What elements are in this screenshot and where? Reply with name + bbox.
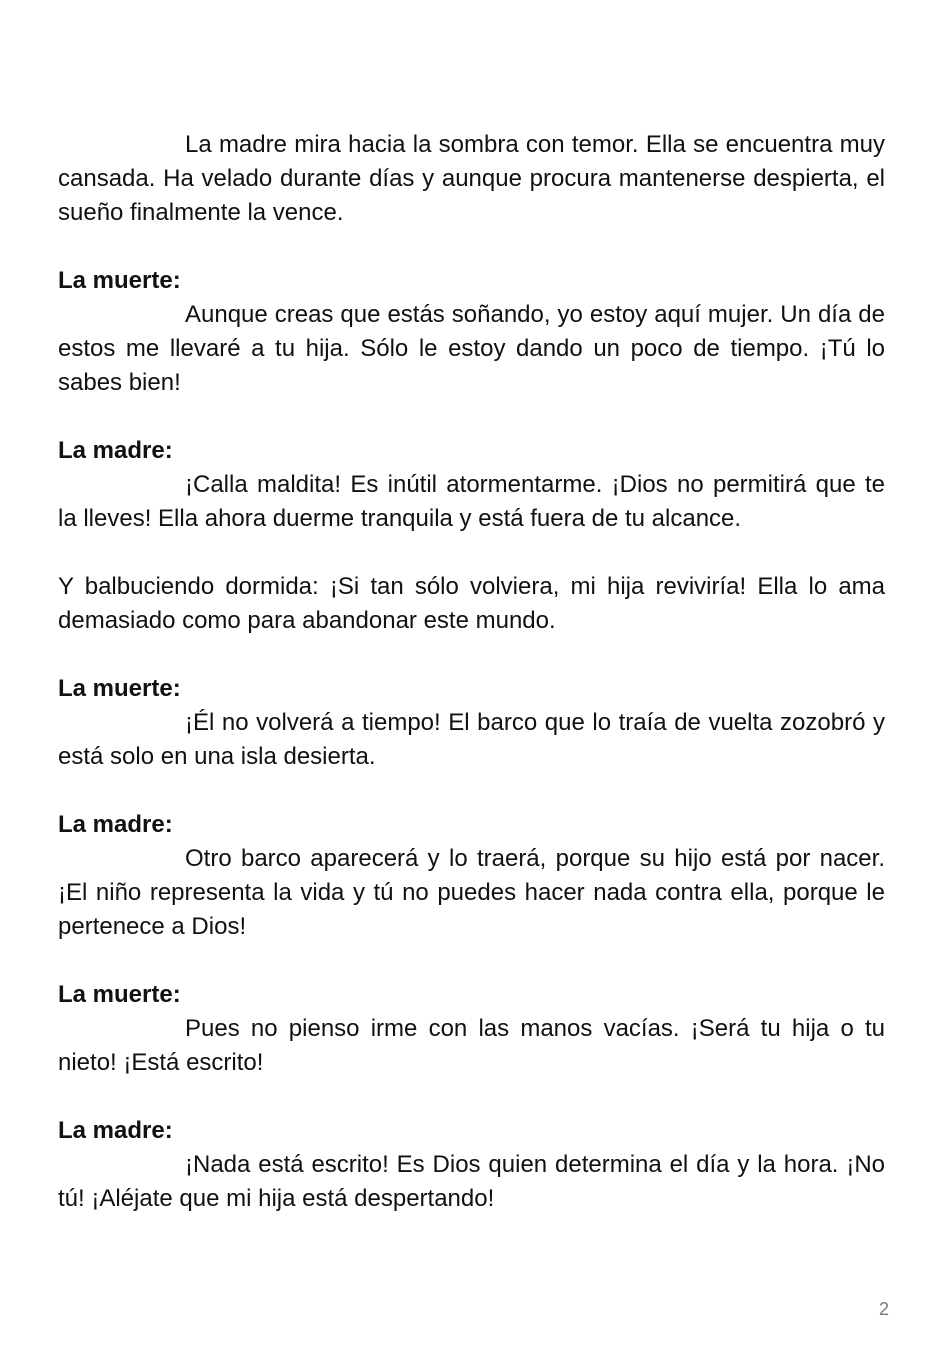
dialogue-paragraph: ¡Nada está escrito! Es Dios quien determina el día y la hora. ¡No tú! ¡Aléjate que mi hija está despertando! — [58, 1151, 885, 1212]
paragraph-gap — [58, 774, 885, 808]
narration-paragraph: La madre mira hacia la sombra con temor. Ella se encuentra muy cansada. Ha velado durante días y aunque procura mantenerse despierta, el sueño finalmente la vence. — [58, 131, 885, 226]
paragraph-gap — [58, 638, 885, 672]
speaker-label: La madre: — [58, 811, 173, 838]
paragraph-gap — [58, 400, 885, 434]
paragraph-gap — [58, 944, 885, 978]
paragraph-gap — [58, 536, 885, 570]
paragraph-gap — [58, 1080, 885, 1114]
dialogue-paragraph: ¡Él no volverá a tiempo! El barco que lo traía de vuelta zozobró y está solo en una isla desierta. — [58, 709, 885, 770]
speaker-label: La madre: — [58, 437, 173, 464]
speaker-label: La muerte: — [58, 267, 181, 294]
page-number: 2 — [878, 1299, 889, 1319]
paragraph-gap — [58, 230, 885, 264]
speaker-label: La muerte: — [58, 675, 181, 702]
dialogue-paragraph: Aunque creas que estás soñando, yo estoy aquí mujer. Un día de estos me llevaré a tu hija. Sólo le estoy dando un poco de tiempo. ¡Tú lo sabes bien! — [58, 301, 885, 396]
speaker-label: La muerte: — [58, 981, 181, 1008]
narration-paragraph: Y balbuciendo dormida: ¡Si tan sólo volviera, mi hija reviviría! Ella lo ama demasiado como para abandonar este mundo. — [58, 573, 885, 634]
page-content — [58, 128, 885, 1216]
dialogue-paragraph: Pues no pienso irme con las manos vacías. ¡Será tu hija o tu nieto! ¡Está escrito! — [58, 1015, 885, 1076]
dialogue-paragraph: Otro barco aparecerá y lo traerá, porque su hijo está por nacer. ¡El niño representa la vida y tú no puedes hacer nada contra ella, porque le pertenece a Dios! — [58, 845, 885, 940]
speaker-label: La madre: — [58, 1117, 173, 1144]
dialogue-paragraph: ¡Calla maldita! Es inútil atormentarme. ¡Dios no permitirá que te la lleves! Ella ahora duerme tranquila y está fuera de tu alcance. — [58, 471, 885, 532]
